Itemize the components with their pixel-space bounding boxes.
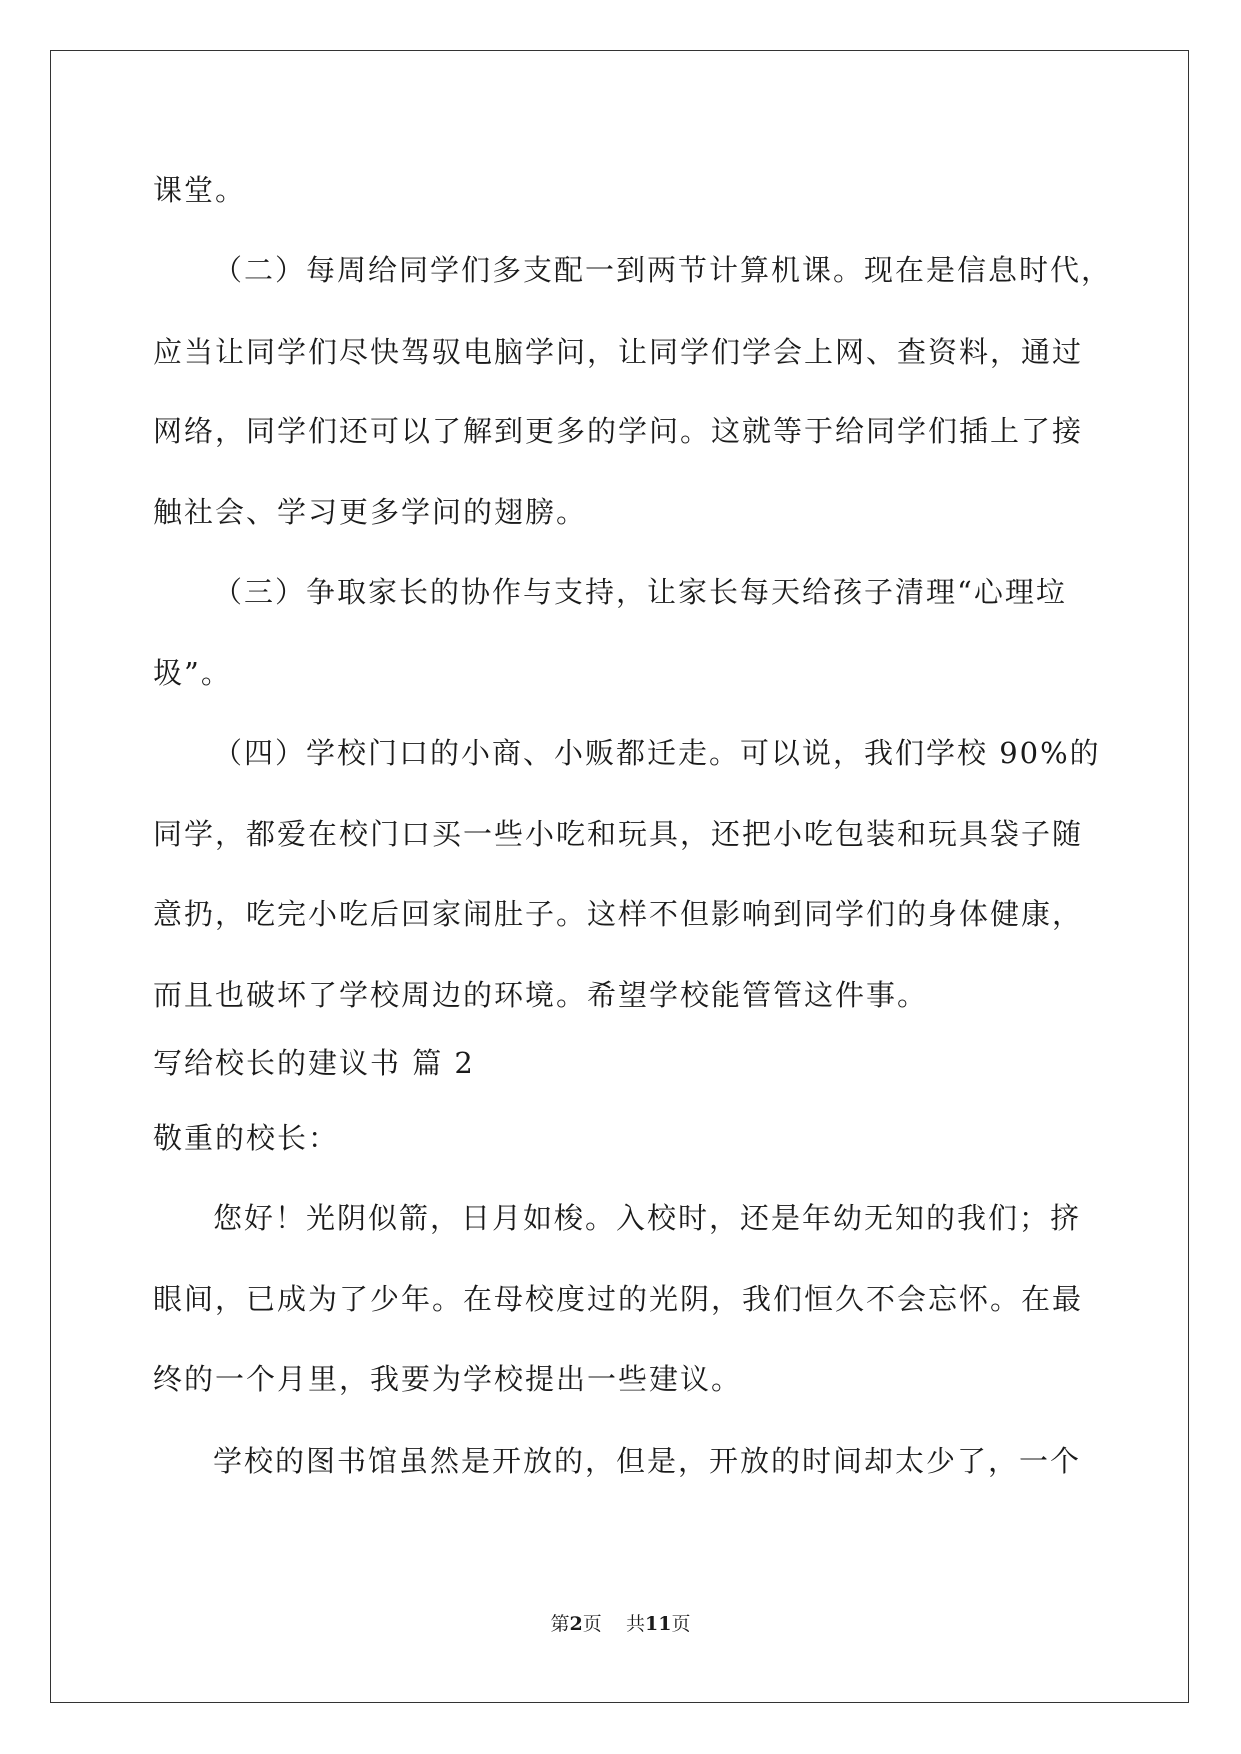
section-heading: 写给校长的建议书 篇 2	[153, 1046, 475, 1080]
paragraph-4-line-4: 而且也破坏了学校周边的环境。希望学校能管管这件事。	[153, 978, 929, 1012]
footer-page-suffix: 页	[582, 1613, 602, 1635]
paragraph-3-line-1: （三）争取家长的协作与支持，让家长每天给孩子清理“心理垃	[213, 575, 1067, 609]
paragraph-5-line-3: 终的一个月里，我要为学校提出一些建议。	[153, 1362, 743, 1396]
paragraph-2-line-1: （二）每周给同学们多支配一到两节计算机课。现在是信息时代，	[213, 253, 1113, 287]
page-footer	[0, 1612, 1241, 1636]
footer-total-suffix: 页	[671, 1613, 691, 1635]
footer-page-current: 2	[569, 1613, 583, 1635]
paragraph-4-line-1: （四）学校门口的小商、小贩都迁走。可以说，我们学校 90%的	[213, 736, 1101, 770]
salutation: 敬重的校长：	[153, 1121, 340, 1155]
paragraph-6-line-1: 学校的图书馆虽然是开放的，但是，开放的时间却太少了，一个	[213, 1444, 1082, 1478]
paragraph-2-line-4: 触社会、学习更多学问的翅膀。	[153, 495, 588, 529]
footer-page-prefix: 第	[550, 1613, 570, 1635]
paragraph-4-line-2: 同学，都爱在校门口买一些小吃和玩具，还把小吃包装和玩具袋子随	[153, 817, 1084, 851]
paragraph-4-line-3: 意扔，吃完小吃后回家闹肚子。这样不但影响到同学们的身体健康，	[153, 897, 1084, 931]
body-line-1: 课堂。	[153, 173, 247, 207]
paragraph-3-line-2: 圾”。	[153, 656, 232, 690]
paragraph-5-line-2: 眼间，已成为了少年。在母校度过的光阴，我们恒久不会忘怀。在最	[153, 1282, 1084, 1316]
paragraph-5-line-1: 您好！光阴似箭，日月如梭。入校时，还是年幼无知的我们；挤	[213, 1201, 1082, 1235]
paragraph-2-line-2: 应当让同学们尽快驾驭电脑学问，让同学们学会上网、查资料，通过	[153, 335, 1084, 369]
paragraph-2-line-3: 网络，同学们还可以了解到更多的学问。这就等于给同学们插上了接	[153, 414, 1084, 448]
footer-total-prefix: 共	[625, 1613, 645, 1635]
footer-page-total: 11	[644, 1613, 672, 1635]
